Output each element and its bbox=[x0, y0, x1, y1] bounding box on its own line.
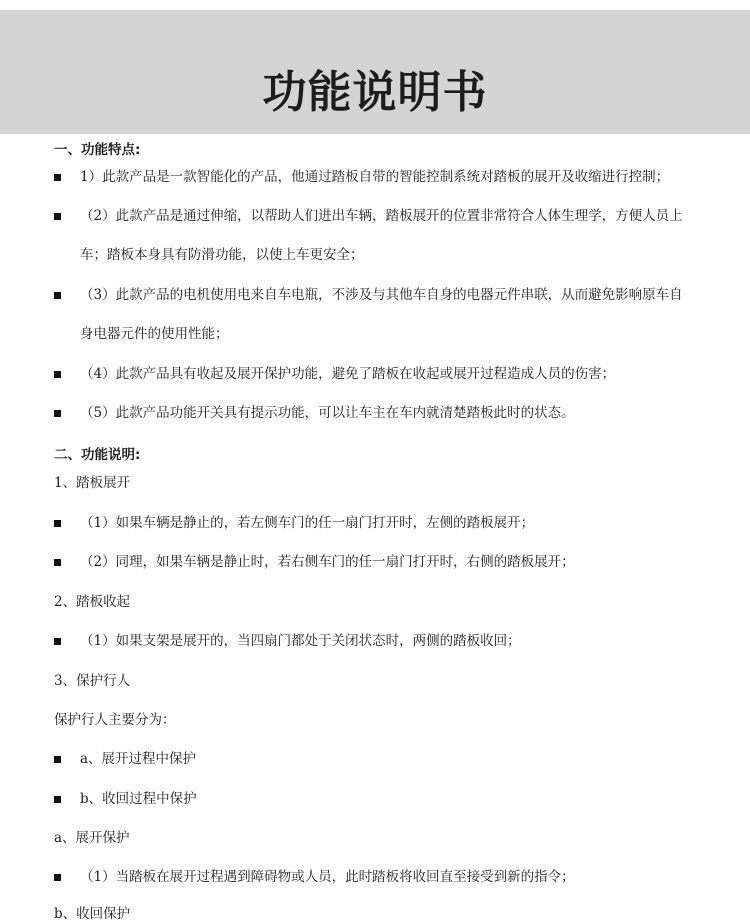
square-bullet-icon bbox=[54, 371, 61, 378]
square-bullet-icon bbox=[54, 174, 61, 181]
step1-heading: 1、踏板展开 bbox=[54, 475, 131, 491]
square-bullet-icon bbox=[54, 292, 61, 299]
square-bullet-icon bbox=[54, 796, 61, 803]
instruction-text: （1）如果车辆是静止的，若左侧车门的任一扇门打开时，左侧的踏板展开； bbox=[80, 515, 535, 531]
a-heading: a、展开保护 bbox=[54, 830, 130, 846]
instruction-text: （2）同理，如果车辆是静止时，若右侧车门的任一扇门打开时，右侧的踏板展开； bbox=[80, 554, 575, 570]
step2-heading: 2、踏板收起 bbox=[54, 594, 131, 610]
protect-intro: 保护行人主要分为： bbox=[54, 712, 176, 728]
protect-type-text: b、收回过程中保护 bbox=[80, 791, 197, 807]
square-bullet-icon bbox=[54, 559, 61, 566]
feature-text-continued: 车；踏板本身具有防滑功能，以使上车更安全； bbox=[80, 247, 364, 263]
feature-text: （5）此款产品功能开关具有提示功能，可以让车主在车内就清楚踏板此时的状态。 bbox=[80, 405, 575, 421]
step3-heading: 3、保护行人 bbox=[54, 673, 131, 689]
instruction-text: （1）如果支架是展开的，当四扇门都处于关闭状态时，两侧的踏板收回； bbox=[80, 633, 521, 649]
instructions-heading: 二、功能说明: bbox=[54, 447, 141, 463]
feature-text: 1）此款产品是一款智能化的产品，他通过踏板自带的智能控制系统对踏板的展开及收缩进行控制； bbox=[80, 169, 670, 185]
title-banner bbox=[0, 10, 750, 134]
square-bullet-icon bbox=[54, 520, 61, 527]
protect-type-text: a、展开过程中保护 bbox=[80, 751, 197, 767]
features-heading: 一、功能特点: bbox=[54, 142, 141, 158]
instruction-text: （1）当踏板在展开过程遇到障碍物或人员，此时踏板将收回直至接受到新的指令； bbox=[80, 869, 575, 885]
feature-text: （3）此款产品的电机使用电来自车电瓶，不涉及与其他车自身的电器元件串联，从而避免影响原车自 bbox=[80, 287, 683, 303]
square-bullet-icon bbox=[54, 410, 61, 417]
feature-text: （4）此款产品具有收起及展开保护功能，避免了踏板在收起或展开过程造成人员的伤害； bbox=[80, 366, 616, 382]
square-bullet-icon bbox=[54, 213, 61, 220]
b-heading: b、收回保护 bbox=[54, 906, 131, 922]
square-bullet-icon bbox=[54, 638, 61, 645]
square-bullet-icon bbox=[54, 874, 61, 881]
square-bullet-icon bbox=[54, 756, 61, 763]
page-title: 功能说明书 bbox=[262, 67, 488, 118]
feature-text: （2）此款产品是通过伸缩，以帮助人们进出车辆，踏板展开的位置非常符合人体生理学，方便人员上 bbox=[80, 208, 683, 224]
feature-text-continued: 身电器元件的使用性能； bbox=[80, 326, 229, 342]
